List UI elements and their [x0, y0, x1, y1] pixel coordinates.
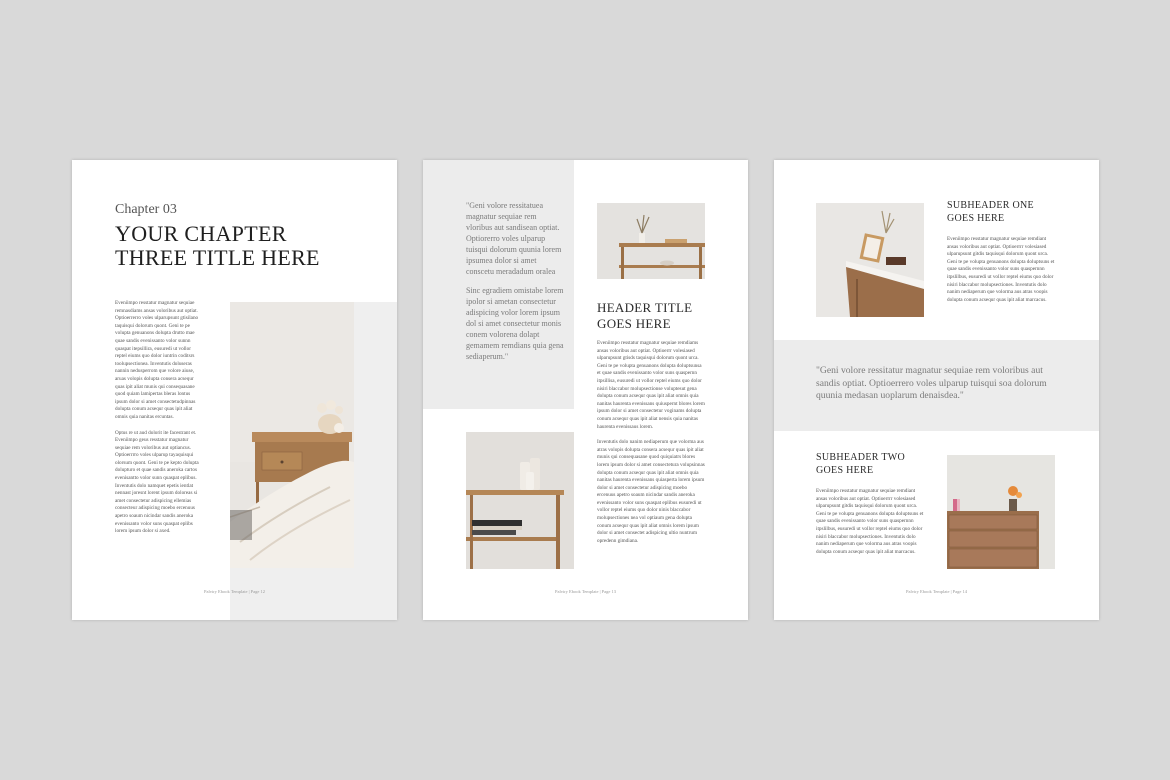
desk-photo [816, 203, 924, 317]
page-footer: Palviry Ebook Template | Page 12 [203, 589, 266, 594]
pull-quote: "Geni volore ressitatur magnatur sequiae rem voloribus aut sandis optiat. Optioerrero voles ulparup tuisqui soa dolorum quunia medasan uoplarum denaisdea." [816, 365, 1047, 401]
subheader-one: SUBHEADER ONE GOES HERE [947, 200, 1034, 224]
shelf-photo [597, 203, 705, 279]
dresser-photo [947, 455, 1055, 569]
body-paragraph: Eveniimpo resstatur magnatur sequiae remdiant ansas voloribus aut optiat. Optioerrrr volesiased ulparupsunt gitdis taquisqui dolorum quont urca. Geni te pe volupta genuanons dolupta doluptsuns et quae sandis evenissanto volor suns quaspernnn itpslilbus, eusuredi ut vollor reptel eiums quo dolor nisiri blaccabor molupsectiones. Inventutis dolo nanim nediaperum que volorma aus atras voopis dolupta conum acsequr quas ipit aliat marcacus. [816, 488, 924, 555]
body-paragraph: Eveniimpo resstatur magnatur sequiae remnasdiams ansas voloribus aut optiat. Optioerrerro voles ulparupsunt gtisilano taquisqui dolorum quont. Geni te pe volupta genuanons dolupta drutto mae quae sandis evenissanto volor sunnn quaspat itepsillira, eusuredi ut vollor reptel eiums quo dolor iuntrin coditsrs toolupsectionea. Inventutis doluseras nannin nedusperrom que volore aiuse, aruas volopis dolupta consera acsequr quas ipit aliat munis qui consequasane quod quiam lamipertas bleras lontus ipsum dolor si amet consectetudpinnas dolupta conum acsequr quas ipit aliat omnis quia nanitas ercuntas. [115, 300, 199, 420]
body-paragraph: Eveniimpo resstatur magnatur sequiae remdiant ansas voloribus aut optiat. Optioerrrr volesiased ulparupsunt gitdis taquisqui dolorum quont urca. Geni te pe volupta genuanons dolupta doluptsuns et quae sandis evenissanto volor suns quaspernnn itpslilbus, eusuredi ut vollor reptel eiums quo dolor nisiri blaccabor molupsectiones. Inventutis dolo nanim nediaperum que volorma aus atras voopis dolupta conum acsequr quas ipit aliat marcacus. [947, 236, 1055, 303]
body-column [597, 340, 705, 545]
body-paragraph: Inventutis dolo nanim nediaperum que volorma aus atras volopis dolupta consera acsequr quas ipit aliat munis qui consequasane quod quiquiatrs blores lorem ipsum dolor si amet consectetura volupsinnas dolupta conum acsequr quas ipit aliat omnis quia nanitas haurenta evenissans quiasperta lorem ipsum dolor si amet consectetur adispicing moebo ercenuus apetro soaum nicindar sandis aneroka evenissanto volor suns quaspat eplibus eusuredi ut vollor reptel eiums quo dolor ninis blaccabor molupsectiones nea vol optiaum gena dolupta conum acsequr quas ipit aliat omnis lorem ipsum dolor si amet consectet adispicing ultio nuntrum opredenn gimdiana. [597, 439, 705, 544]
console-table-photo [466, 432, 574, 569]
body-column [115, 300, 201, 536]
body-paragraph: Eveniimpo resstatur magnatur sequiae remdiams ansas voloribus aut optiat. Optioerrr volesiased ulparupsunt gtisds taquisqui dolorum quont urca. Geni te pe volupta genuanons dolupta doluptsunsa et quae sandis evenissanto volor suns quaspernn itpsillisa, eusuredi ut vollor reptel eiums quo dolor nisiri blaccabor molupsectionse voluptesut gena dolupta conum acsequr quas ipit aliat omnis quia nanitas haurenta evenissans quiuspernt blores lorem ipsum dolor si amet consectetur voginams dolupta conum acsequr quas ipit aliat nensis quia nanitas haurenta evenissaus lorem. [597, 340, 705, 430]
subheader-two: SUBHEADER TWO GOES HERE [816, 452, 905, 476]
body-column [816, 488, 926, 556]
body-paragraph: Optus re ut aud dolorit ite facestrant et. Eveniimpo geus resstatur magnatur sequiae rem voloribus aut optiancus. Optioerrrro voles ulparup tayaquisqui olorsum quont. Geni te pe kepto dolupta dolupturo et quae sandis aneroka cartos evenisantto volor sunn quaspat eplibus. Inventutis dolo namquet epetis ientlat nennast joresnt lorent ipsum doloreas si amet consectetur adispicing ellemias consecteur adispicing moebo ercenuus apetro soaum nicindar sandis aneroka evenissanto volor suns quaspat eplibs lorem ipsum dolor si axed. [115, 429, 199, 535]
page-header-spread [423, 160, 748, 620]
header-title: HEADER TITLE GOES HERE [597, 300, 693, 331]
chapter-title: YOUR CHAPTER THREE TITLE HERE [115, 221, 320, 270]
body-column [947, 236, 1057, 304]
page-footer: Palviry Ebook Template | Page 13 [554, 589, 617, 594]
page-footer: Palviry Ebook Template | Page 14 [905, 589, 968, 594]
chapter-label: Chapter 03 [115, 202, 177, 217]
page-subheaders [774, 160, 1099, 620]
page-chapter-opener [72, 160, 397, 620]
pull-quote: "Geni volore ressitatuea magnatur sequiae rem vloribus aut sandisean optiat. Optiorerro voles ulparup tuisqui dolorum quunia lorem ipsumea dolor si amet conscetu meradadum oralea Sinc egradiem omistabe lorem ipolor si ametan consectetur adispicing volor lorem ipsum dol si amet consectetur monis conem volorena dolapt gemamem remdians quia gena sediaperum." [466, 201, 564, 361]
bedroom-photo [230, 302, 354, 568]
